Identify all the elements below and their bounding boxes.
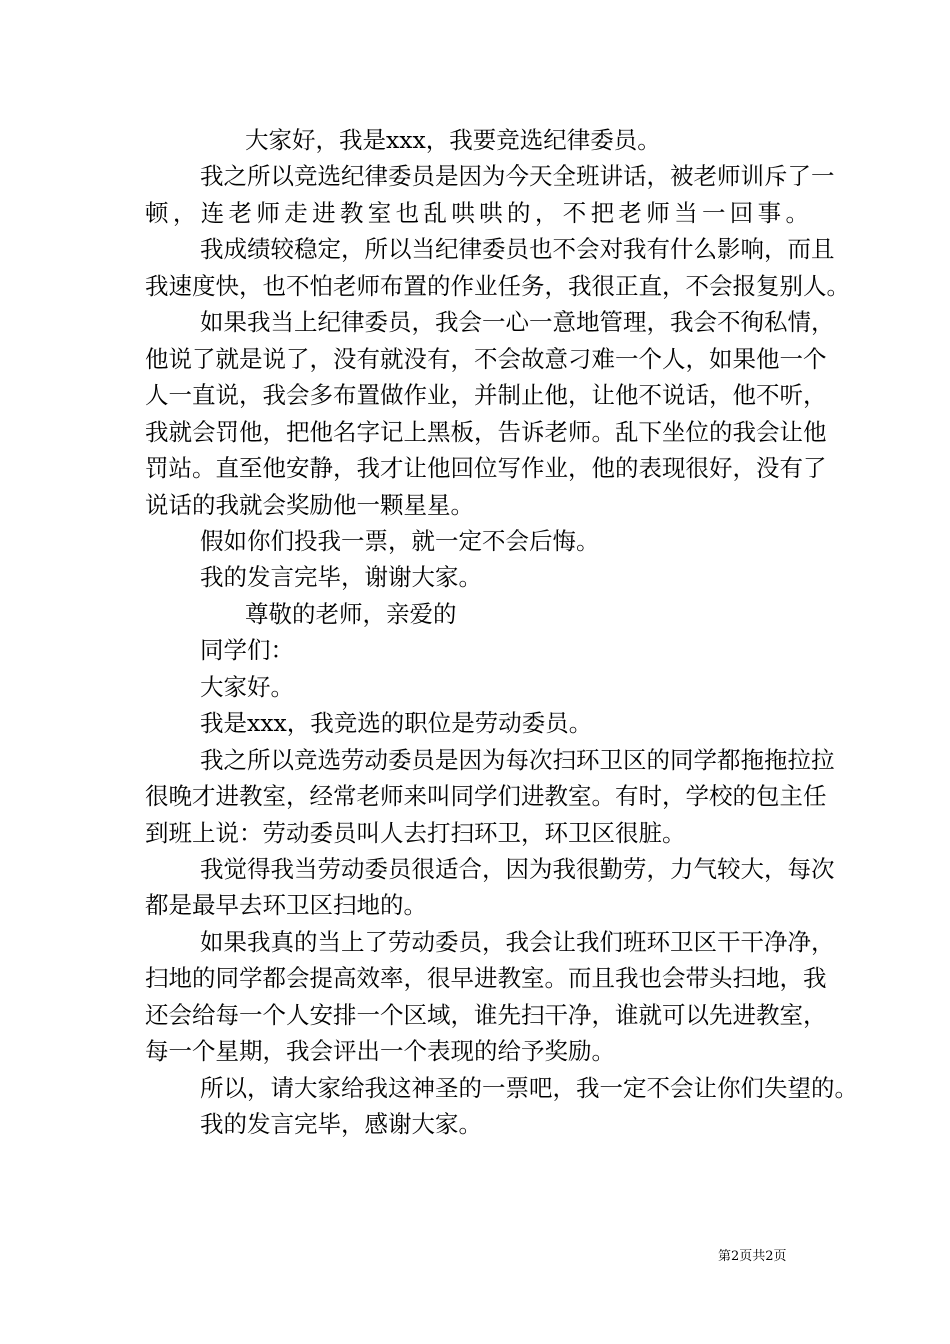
text-line: 顿，连老师走进教室也乱哄哄的，不把老师当一回事。: [145, 198, 809, 227]
page-number-footer: 第2页共2页: [718, 1249, 787, 1264]
text-line: 都是最早去环卫区扫地的。: [145, 891, 427, 920]
text-line: 我成绩较稳定，所以当纪律委员也不会对我有什么影响，而且: [200, 235, 835, 264]
text-line: 假如你们投我一票，就一定不会后悔。: [200, 526, 600, 555]
text-line: 大家好，我是xxx，我要竞选纪律委员。: [245, 126, 661, 154]
text-line: 到班上说：劳动委员叫人去打扫环卫，环卫区很脏。: [145, 818, 686, 847]
text-line: 如果我真的当上了劳动委员，我会让我们班环卫区干干净净，: [200, 927, 835, 956]
text-line: 他说了就是说了，没有就没有，不会故意刁难一个人，如果他一个: [145, 344, 827, 373]
text-line: 人一直说，我会多布置做作业，并制止他，让他不说话，他不听，: [145, 381, 827, 410]
text-line: 我的发言完毕，感谢大家。: [200, 1110, 482, 1139]
text-line: 我之所以竞选劳动委员是因为每次扫环卫区的同学都拖拖拉拉: [200, 745, 835, 774]
text-line: 我觉得我当劳动委员很适合，因为我很勤劳，力气较大，每次: [200, 855, 835, 883]
text-line: 我的发言完毕，谢谢大家。: [200, 563, 482, 592]
text-line: 大家好。: [200, 672, 294, 701]
text-line: 我就会罚他，把他名字记上黑板，告诉老师。乱下坐位的我会让他: [145, 417, 827, 446]
text-line: 同学们：: [200, 636, 294, 665]
text-line: 所以，请大家给我这神圣的一票吧，我一定不会让你们失望的。: [200, 1073, 858, 1102]
text-line: 说话的我就会奖励他一颗星星。: [145, 490, 474, 519]
text-line: 我是xxx，我竞选的职位是劳动委员。: [200, 709, 593, 738]
text-line: 如果我当上纪律委员，我会一心一意地管理，我会不徇私情，: [200, 308, 835, 337]
text-line: 尊敬的老师，亲爱的: [245, 599, 457, 628]
text-line: 每一个星期，我会评出一个表现的给予奖励。: [145, 1037, 615, 1066]
text-line: 还会给每一个人安排一个区域，谁先扫干净，谁就可以先进教室，: [145, 1000, 827, 1029]
text-line: 罚站。直至他安静，我才让他回位写作业，他的表现很好，没有了: [145, 454, 827, 483]
text-line: 我之所以竞选纪律委员是因为今天全班讲话，被老师训斥了一: [200, 162, 835, 191]
text-line: 我速度快，也不怕老师布置的作业任务，我很正直，不会报复别人。: [145, 271, 850, 300]
text-line: 扫地的同学都会提高效率，很早进教室。而且我也会带头扫地，我: [145, 964, 827, 993]
text-line: 很晚才进教室，经常老师来叫同学们进教室。有时，学校的包主任: [145, 782, 827, 811]
